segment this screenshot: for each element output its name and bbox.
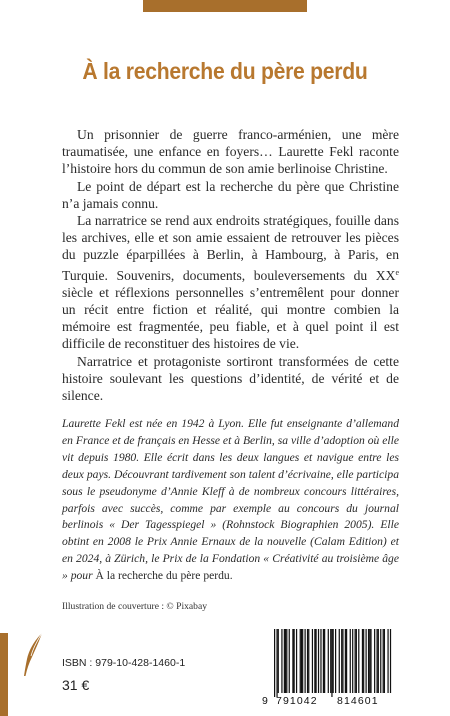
cover-illustration-credit: Illustration de couverture : © Pixabay: [62, 601, 208, 612]
barcode-first-digit: 9: [262, 695, 269, 707]
barcode-bar: [312, 629, 313, 693]
barcode-group-1: 791042: [276, 695, 318, 707]
barcode-bar: [300, 629, 301, 693]
barcode-bar: [335, 629, 336, 693]
barcode-bars: [258, 625, 400, 697]
barcode-bar: [342, 629, 343, 693]
barcode-bar: [366, 629, 367, 693]
barcode-bar: [345, 629, 346, 693]
barcode-bar: [294, 629, 295, 693]
blurb-paragraph-4: Narratrice et protagoniste sortiront transformées de cette histoire soulevant les questions d’identité, de vérité et de silence.: [62, 353, 399, 404]
barcode-bar: [278, 629, 279, 693]
back-cover-title: À la recherche du père perdu: [82, 58, 368, 84]
barcode-bar: [350, 629, 351, 693]
blurb-paragraph-2: Le point de départ est la recherche du père que Christine n’a jamais connu.: [62, 178, 399, 211]
side-accent-bar: [0, 633, 8, 716]
barcode-bar: [369, 629, 370, 693]
barcode-bar: [286, 629, 287, 693]
barcode-bar: [308, 629, 309, 693]
barcode-bar: [289, 629, 290, 693]
blurb-paragraph-3-end: siècle et réflexions personnelles s’entremêlent pour donner un récit entre fiction et réalité, qui montre combien la mémoire est fragmentée, peu fiable, et à quel point il est difficile de reconstituer des histoires de vie.: [62, 284, 399, 352]
barcode-bar: [296, 629, 297, 693]
barcode-bar: [281, 629, 282, 693]
price: 31 €: [62, 677, 90, 693]
barcode-bar: [274, 629, 275, 697]
barcode-bar: [376, 629, 377, 693]
barcode-bar: [378, 629, 379, 693]
feather-logo-icon: [22, 632, 44, 678]
isbn-number: ISBN : 979-10-428-1460-1: [62, 657, 186, 669]
barcode-bar: [285, 629, 286, 693]
barcode-bar: [307, 629, 308, 693]
barcode-bar: [370, 629, 371, 693]
barcode-group-2: 814601: [337, 695, 379, 707]
barcode-bar: [284, 629, 285, 693]
barcode-bar: [355, 629, 356, 693]
barcode-bar: [346, 629, 347, 693]
barcode-bar: [380, 629, 381, 693]
barcode-bar: [315, 629, 316, 693]
barcode-bar: [356, 629, 357, 693]
barcode-bar: [368, 629, 369, 693]
barcode-bar: [330, 629, 331, 693]
barcode-bar: [341, 629, 342, 693]
barcode-bar: [383, 629, 384, 693]
barcode-bar: [276, 629, 277, 697]
book-blurb: [62, 126, 399, 404]
author-bio-text: Laurette Fekl est née en 1942 à Lyon. Elle fut enseignante d’allemand en France et de français en Hesse et à Berlin, sa ville d’adoption où elle vit depuis 1980. Elle écrit dans les deux langues et navigue entre les deux pays. Découvrant tardivement son talent d’écrivaine, elle participa sous le pseudonyme d’Annie Kleff à de nombreux concours littéraires, parfois avec succès, comme par exemple au concours du journal berlinois « Der Tagesspiegel » (Rohnstock Biographien 2005). Elle obtint en 2008 le Prix Annie Ernaux de la nouvelle (Calam Edition) et en 2024, à Zürich, le Prix de la Fondation « Créativité au troisième âge » pour: [62, 417, 399, 583]
century-superscript: e: [395, 267, 399, 277]
blurb-paragraph-3-start: La narratrice se rend aux endroits stratégiques, fouille dans les archives, elle et son amie essaient de retrouver les pièces du puzzle éparpillées à Berlin, à Hambourg, à Paris, en Turquie. Souvenirs, documents, bouleversements du XX: [62, 213, 399, 283]
barcode-bar: [358, 629, 359, 693]
barcode-bar: [331, 629, 332, 697]
barcode-bar: [324, 629, 325, 693]
blurb-paragraph-3: [62, 212, 399, 353]
barcode-bar: [362, 629, 363, 693]
barcode-bar: [318, 629, 319, 693]
barcode-bar: [374, 629, 375, 693]
barcode-bar: [328, 629, 329, 693]
barcode-bar: [302, 629, 303, 693]
barcode-bar: [320, 629, 321, 693]
barcode-bar: [352, 629, 353, 693]
barcode-bar: [301, 629, 302, 693]
barcode-bar: [390, 629, 391, 693]
barcode-bar: [339, 629, 340, 693]
barcode-bar: [387, 629, 388, 693]
author-bio: [62, 416, 399, 585]
barcode-bar: [292, 629, 293, 693]
barcode-bar: [384, 629, 385, 693]
barcode: [258, 625, 400, 715]
barcode-bar: [314, 629, 315, 693]
blurb-paragraph-1: Un prisonnier de guerre franco-arménien, une mère traumatisée, une enfance en foyers… Laurette Fekl raconte l’histoire hors du commun de son amie berlinoise Christine.: [62, 127, 399, 177]
barcode-bar: [363, 629, 364, 693]
barcode-bar: [333, 629, 334, 693]
barcode-bar: [323, 629, 324, 693]
top-accent-bar: [143, 0, 307, 12]
author-bio-book-title: À la recherche du père perdu.: [95, 569, 233, 583]
barcode-bar: [305, 629, 306, 693]
